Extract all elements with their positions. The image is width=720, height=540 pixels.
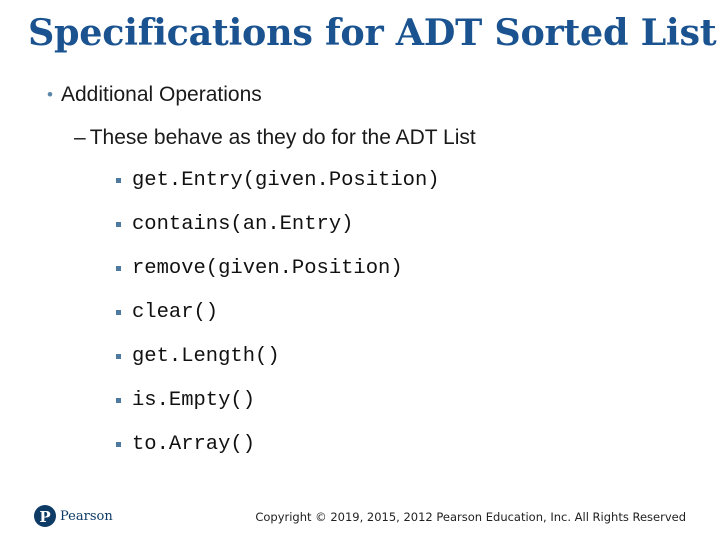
bullet-additional-operations <box>47 81 262 110</box>
method-list <box>116 167 440 475</box>
pearson-logo <box>34 505 113 527</box>
method-name: get.Entry(given.Position) <box>132 169 440 192</box>
method-name: clear() <box>132 301 219 324</box>
method-item <box>116 211 440 255</box>
square-bullet-icon <box>116 266 121 271</box>
square-bullet-icon <box>116 442 121 447</box>
sub-bullet-behavior-note <box>74 124 476 152</box>
method-name: is.Empty() <box>132 389 256 412</box>
method-item <box>116 167 440 211</box>
sub-bullet-text: These behave as they do for the ADT List <box>89 126 476 149</box>
bullet-dot-icon: • <box>47 85 53 104</box>
square-bullet-icon <box>116 354 121 359</box>
method-item <box>116 431 440 475</box>
method-name: to.Array() <box>132 433 256 456</box>
method-item <box>116 387 440 431</box>
square-bullet-icon <box>116 222 121 227</box>
pearson-logo-icon: P <box>34 505 56 527</box>
square-bullet-icon <box>116 310 121 315</box>
pearson-wordmark: Pearson <box>60 508 113 524</box>
square-bullet-icon <box>116 398 121 403</box>
method-item <box>116 343 440 387</box>
method-name: remove(given.Position) <box>132 257 403 280</box>
method-name: get.Length() <box>132 345 280 368</box>
slide-title: Specifications for ADT Sorted List <box>28 11 717 54</box>
method-name: contains(an.Entry) <box>132 213 354 236</box>
dash-marker-icon: – <box>74 126 86 149</box>
bullet-text: Additional Operations <box>60 83 262 106</box>
copyright-notice: Copyright © 2019, 2015, 2012 Pearson Education, Inc. All Rights Reserved <box>255 510 686 524</box>
method-item <box>116 255 440 299</box>
method-item <box>116 299 440 343</box>
square-bullet-icon <box>116 178 121 183</box>
